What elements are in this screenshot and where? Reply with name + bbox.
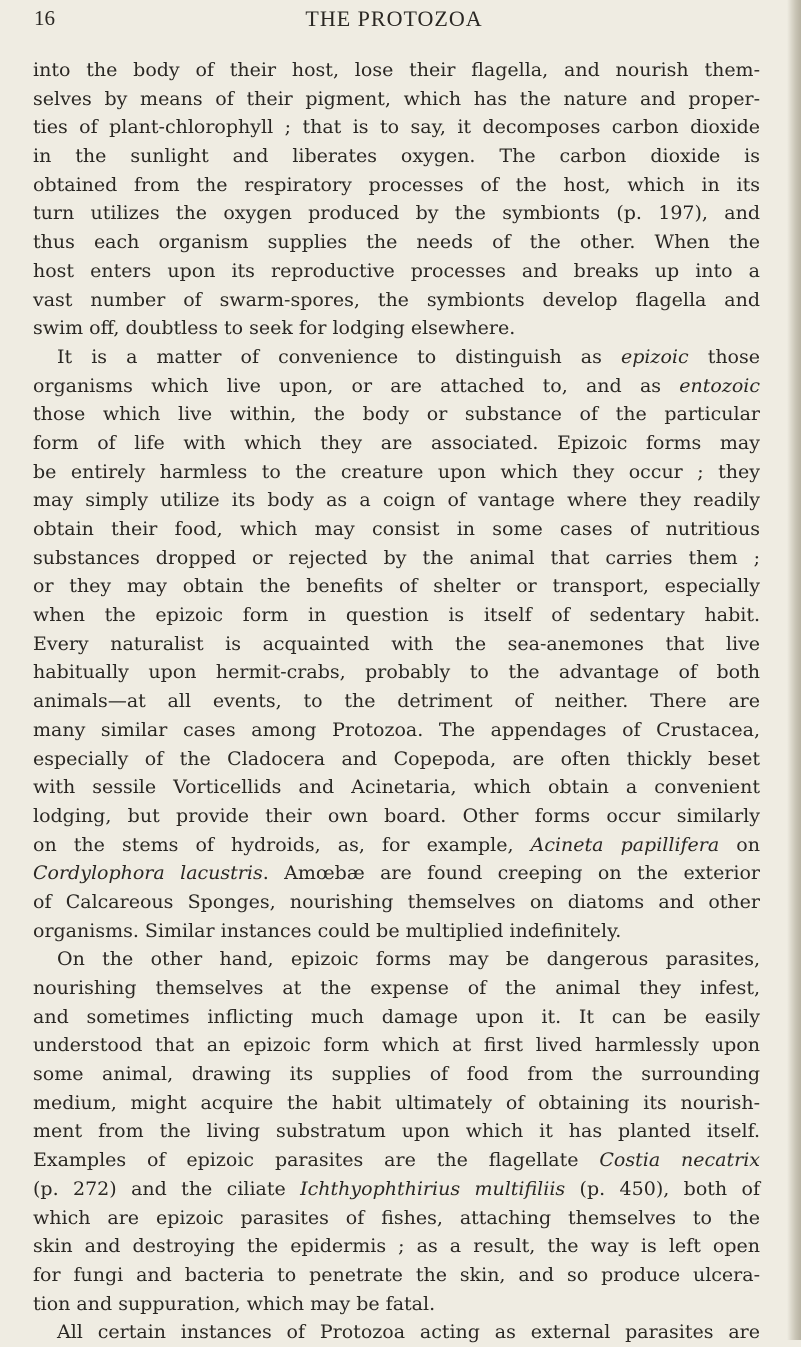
text-line: in the sunlight and liberates oxygen. The carbon dioxide is bbox=[33, 145, 760, 168]
text-line: vast number of swarm-spores, the symbionts develop flagella and bbox=[33, 288, 760, 311]
text-line: of Calcareous Sponges, nourishing themselves on diatoms and other bbox=[33, 890, 760, 913]
text-line: which are epizoic parasites of fishes, attaching themselves to the bbox=[33, 1206, 760, 1229]
text-line: obtain their food, which may consist in some cases of nutritious bbox=[33, 518, 760, 540]
text-line: (p. 272) and the ciliate Ichthyophthirius multifiliis (p. 450), both of bbox=[33, 1177, 760, 1200]
text-line: On the other hand, epizoic forms may be dangerous parasites, bbox=[57, 948, 760, 971]
text-line: It is a matter of convenience to distinguish as epizoic those bbox=[57, 345, 760, 368]
text-line: swim off, doubtless to seek for lodging elsewhere. bbox=[33, 317, 516, 340]
text-line: Examples of epizoic parasites are the flagellate Costia necatrix bbox=[33, 1149, 761, 1172]
text-line: those which live within, the body or substance of the particular bbox=[33, 403, 760, 426]
body-text bbox=[33, 56, 760, 1347]
page-number: 16 bbox=[34, 6, 55, 30]
text-line: Cordylophora lacustris. Amœbæ are found creeping on the exterior bbox=[33, 862, 760, 885]
text-line: understood that an epizoic form which at first lived harmlessly upon bbox=[33, 1034, 760, 1057]
text-line: nourishing themselves at the expense of the animal they infest, bbox=[33, 977, 760, 999]
text-line: animals—at all events, to the detriment of neither. There are bbox=[33, 690, 760, 713]
text-line: obtained from the respiratory processes of the host, which in its bbox=[33, 173, 760, 196]
text-line: selves by means of their pigment, which has the nature and proper- bbox=[33, 87, 760, 110]
text-line: habitually upon hermit-crabs, probably to the advantage of both bbox=[33, 661, 760, 684]
text-line: or they may obtain the benefits of shelter or transport, especially bbox=[33, 575, 760, 598]
text-line: turn utilizes the oxygen produced by the symbionts (p. 197), and bbox=[33, 202, 760, 225]
text-line: especially of the Cladocera and Copepoda, are often thickly beset bbox=[33, 747, 760, 770]
text-line: medium, might acquire the habit ultimately of obtaining its nourish- bbox=[33, 1091, 760, 1114]
text-line: into the body of their host, lose their flagella, and nourish them- bbox=[33, 59, 760, 81]
text-line: form of life with which they are associated. Epizoic forms may bbox=[33, 431, 760, 454]
text-line: substances dropped or rejected by the animal that carries them ; bbox=[33, 546, 760, 569]
text-line: some animal, drawing its supplies of food from the surrounding bbox=[33, 1063, 760, 1086]
text-line: thus each organism supplies the needs of the other. When the bbox=[33, 231, 760, 254]
text-line: for fungi and bacteria to penetrate the skin, and so produce ulcera- bbox=[33, 1263, 760, 1286]
page-header bbox=[34, 6, 754, 38]
running-title: THE PROTOZOA bbox=[305, 6, 483, 31]
text-line: skin and destroying the epidermis ; as a result, the way is left open bbox=[33, 1235, 760, 1258]
text-line: and sometimes inflicting much damage upon it. It can be easily bbox=[33, 1005, 760, 1028]
text-line: ties of plant-chlorophyll ; that is to say, it decomposes carbon dioxide bbox=[33, 116, 760, 139]
text-line: with sessile Vorticellids and Acinetaria, which obtain a convenient bbox=[33, 776, 760, 799]
text-line: All certain instances of Protozoa acting as external parasites are bbox=[57, 1321, 760, 1344]
text-line: may simply utilize its body as a coign of vantage where they readily bbox=[33, 489, 760, 512]
page-edge-shadow bbox=[787, 0, 801, 1340]
text-line: on the stems of hydroids, as, for example, Acineta papillifera on bbox=[33, 833, 760, 856]
text-line: organisms which live upon, or are attached to, and as entozoic bbox=[33, 374, 760, 397]
text-line: be entirely harmless to the creature upon which they occur ; they bbox=[33, 460, 760, 483]
text-line: ment from the living substratum upon which it has planted itself. bbox=[33, 1120, 760, 1143]
text-line: lodging, but provide their own board. Other forms occur similarly bbox=[33, 804, 760, 827]
text-line: Every naturalist is acquainted with the sea-anemones that live bbox=[33, 632, 760, 655]
text-line: many similar cases among Protozoa. The appendages of Crustacea, bbox=[33, 718, 760, 741]
text-line: when the epizoic form in question is itself of sedentary habit. bbox=[33, 604, 760, 627]
text-line: host enters upon its reproductive processes and breaks up into a bbox=[33, 259, 760, 282]
text-line: tion and suppuration, which may be fatal. bbox=[33, 1292, 436, 1315]
text-line: organisms. Similar instances could be multiplied indefinitely. bbox=[33, 919, 622, 942]
